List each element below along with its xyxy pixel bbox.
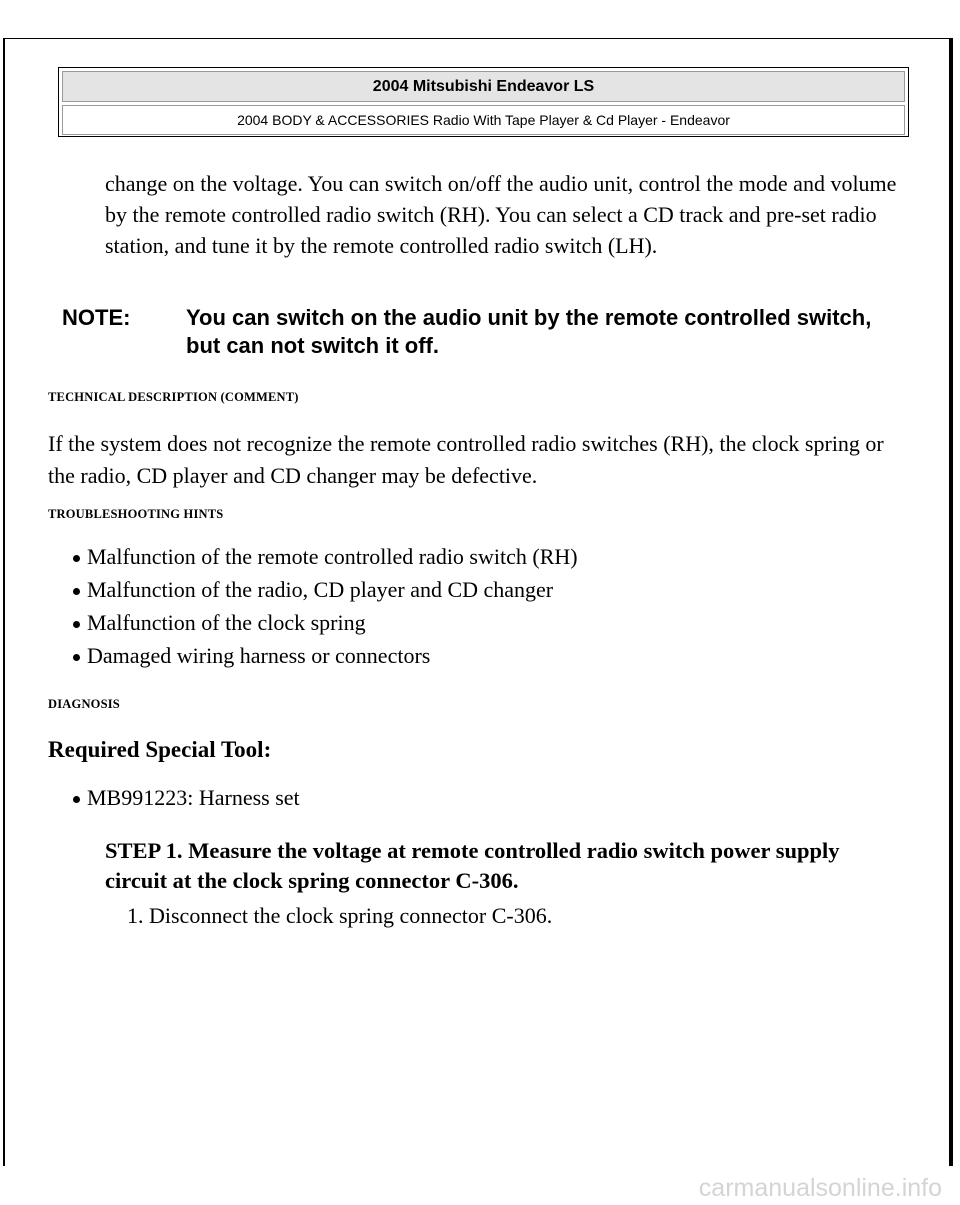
step-1-title: STEP 1. Measure the voltage at remote controlled radio switch power supply circuit at the clock spring connector C-306. <box>105 838 840 893</box>
bullet-icon <box>73 654 80 661</box>
header-subtitle: 2004 BODY & ACCESSORIES Radio With Tape Player & Cd Player - Endeavor <box>62 105 905 135</box>
footer <box>0 1166 960 1205</box>
list-item: Malfunction of the radio, CD player and CD changer <box>73 573 578 606</box>
troubleshooting-heading: TROUBLESHOOTING HINTS <box>48 507 224 521</box>
bullet-icon <box>73 555 80 562</box>
list-item: Malfunction of the remote controlled radio switch (RH) <box>73 540 578 573</box>
bullet-icon <box>73 588 80 595</box>
bullet-icon <box>73 621 80 628</box>
note-text: You can switch on the audio unit by the remote controlled switch, but can not switch it off. <box>186 305 872 358</box>
watermark: carmanualsonline.info <box>698 1174 942 1202</box>
bullet-icon <box>73 796 80 803</box>
required-tool-heading: Required Special Tool: <box>48 737 272 762</box>
header-title: 2004 Mitsubishi Endeavor LS <box>62 71 905 102</box>
step-1-substep: 1. Disconnect the clock spring connector C-306. <box>127 903 553 928</box>
technical-description-text: If the system does not recognize the remote controlled radio switches (RH), the clock spring or the radio, CD player and CD changer may be defective. <box>48 431 884 488</box>
technical-description-heading: TECHNICAL DESCRIPTION (COMMENT) <box>48 390 299 404</box>
list-item: Malfunction of the clock spring <box>73 606 578 639</box>
intro-paragraph: change on the voltage. You can switch on/off the audio unit, control the mode and volume by the remote controlled radio switch (RH). You can select a CD track and pre-set radio station, and tune it by the remote controlled radio switch (LH). <box>105 171 897 258</box>
list-item: MB991223: Harness set <box>73 781 300 814</box>
document-header <box>58 67 909 137</box>
tool-list <box>73 781 300 814</box>
list-item: Damaged wiring harness or connectors <box>73 639 578 672</box>
troubleshooting-list <box>73 540 578 672</box>
note-label: NOTE: <box>62 305 131 330</box>
diagnosis-heading: DIAGNOSIS <box>48 697 120 711</box>
